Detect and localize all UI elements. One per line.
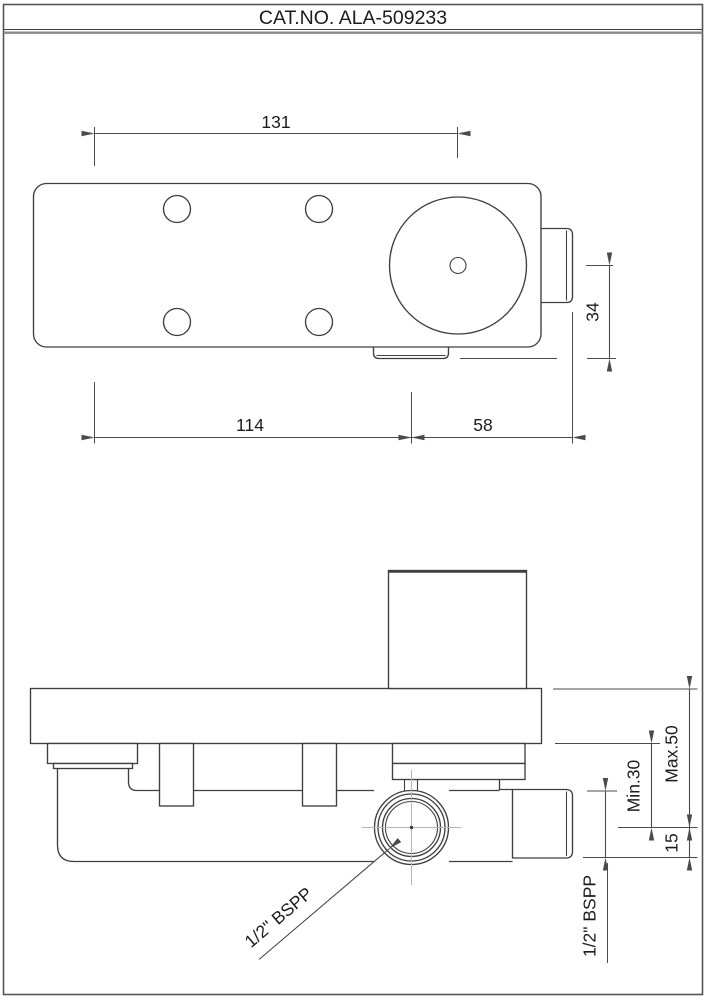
bottom-tab-plan [374,348,449,359]
valve-block-upper [393,744,526,764]
spout-column [389,571,527,689]
side-view [31,571,698,964]
label-outlet-thread: 1/2" BSPP [579,874,600,958]
dim-text-overall-width: 131 [261,112,291,132]
dim-text-end-height: 34 [582,302,603,322]
outlet-connector-side [513,790,573,859]
dim-text-bottom-offset: 15 [661,833,682,853]
title-bar [4,5,703,995]
port-center-dot [410,826,413,829]
fixing-leg [160,744,194,807]
body-step-outline [500,780,513,790]
label-inlet-thread: 1/2" BSPP [240,883,317,952]
catalog-number-title: CAT.NO. ALA-509233 [258,7,448,29]
valve-block-lower [393,764,526,780]
dim-text-max-depth: Max.50 [661,725,682,783]
wall-plate-side [31,689,542,744]
dim-text-right-span: 58 [473,415,493,435]
valve-body-plan [34,184,542,348]
left-boss [48,744,138,764]
left-boss-lip [54,764,133,769]
fixing-leg [303,744,337,807]
sheet-border [4,5,703,995]
outlet-end-cap-plan [542,229,573,303]
dim-text-left-span: 114 [236,415,264,435]
plan-view [34,112,617,444]
dim-text-min-depth: Min.30 [623,759,644,813]
